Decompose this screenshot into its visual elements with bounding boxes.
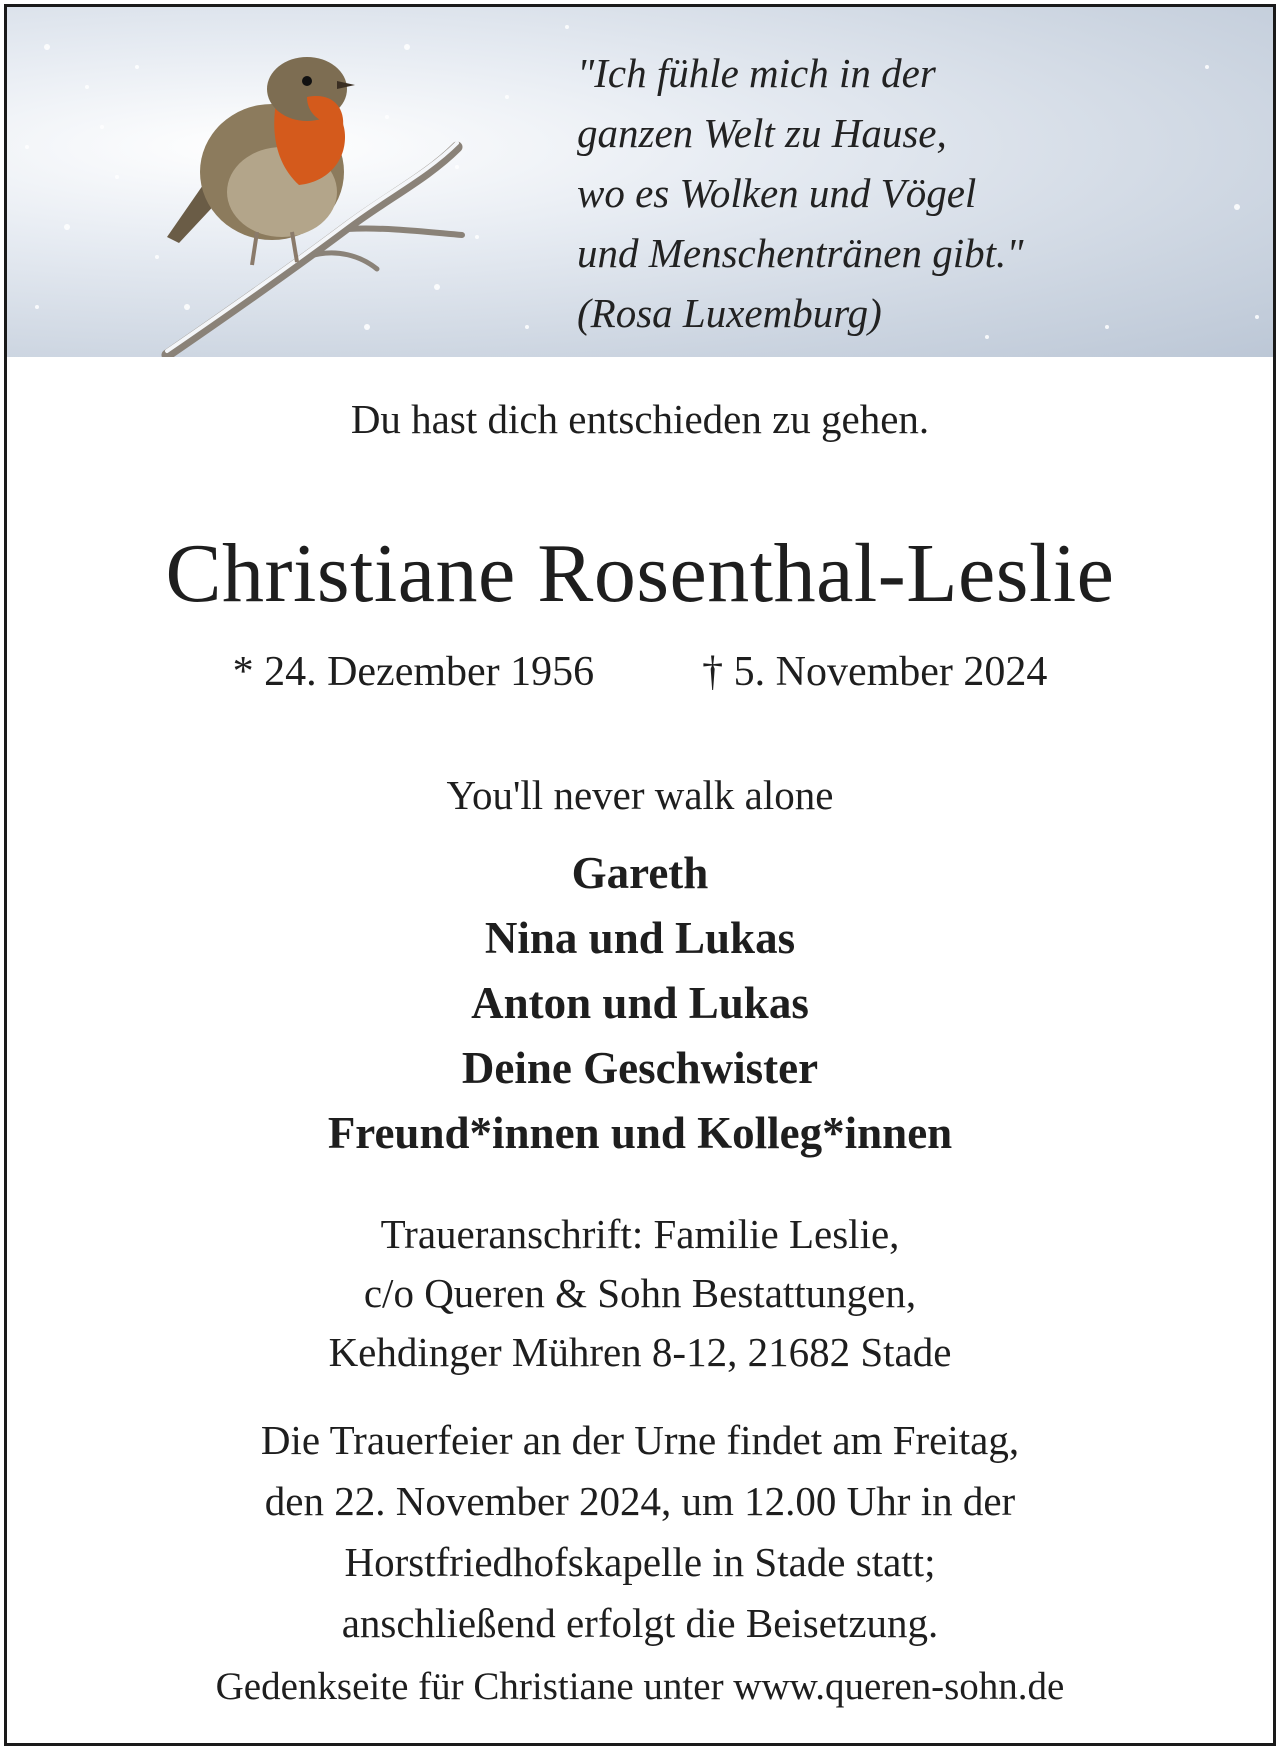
- mourner-entry: Anton und Lukas: [471, 978, 809, 1028]
- ceremony-info: [7, 1410, 1273, 1654]
- quote-author: (Rosa Luxemburg): [577, 290, 882, 336]
- ceremony-line: anschließend erfolgt die Beisetzung.: [341, 1600, 939, 1646]
- ceremony-line: Die Trauerfeier an der Urne findet am Freitag,: [260, 1417, 1020, 1463]
- birth-date: * 24. Dezember 1956: [232, 649, 595, 695]
- quote-line: "Ich fühle mich in der: [577, 50, 936, 96]
- mourner-entry: Nina und Lukas: [484, 913, 796, 963]
- mourning-address: [7, 1205, 1273, 1382]
- quote-line: und Menschentränen gibt.": [577, 230, 1024, 276]
- address-line: Kehdinger Mühren 8-12, 21682 Stade: [328, 1329, 952, 1375]
- mourners-list: [7, 841, 1273, 1166]
- robin-bird-shape: [167, 57, 355, 265]
- life-dates: [7, 648, 1273, 696]
- address-line: Traueranschrift: Familie Leslie,: [380, 1211, 900, 1257]
- deceased-name: Christiane Rosenthal-Leslie: [165, 527, 1115, 620]
- ceremony-line: den 22. November 2024, um 12.00 Uhr in der: [264, 1478, 1016, 1524]
- motto: You'll never walk alone: [446, 772, 834, 818]
- quote-line: ganzen Welt zu Hause,: [577, 110, 947, 156]
- mourner-entry: Gareth: [571, 848, 709, 898]
- quote-line: wo es Wolken und Vögel: [577, 170, 977, 216]
- mourner-entry: Freund*innen und Kolleg*innen: [327, 1108, 953, 1158]
- header-image-banner: [7, 7, 1273, 357]
- obituary-notice: [4, 4, 1276, 1746]
- quote-block: [577, 43, 1257, 343]
- memorial-page-note: Gedenkseite für Christiane unter www.queren-sohn.de: [215, 1665, 1065, 1708]
- ceremony-line: Horstfriedhofskapelle in Stade statt;: [344, 1539, 936, 1585]
- tagline: Du hast dich entschieden zu gehen.: [350, 396, 930, 442]
- address-line: c/o Queren & Sohn Bestattungen,: [363, 1270, 917, 1316]
- death-date: † 5. November 2024: [702, 649, 1048, 695]
- mourner-entry: Deine Geschwister: [461, 1043, 819, 1093]
